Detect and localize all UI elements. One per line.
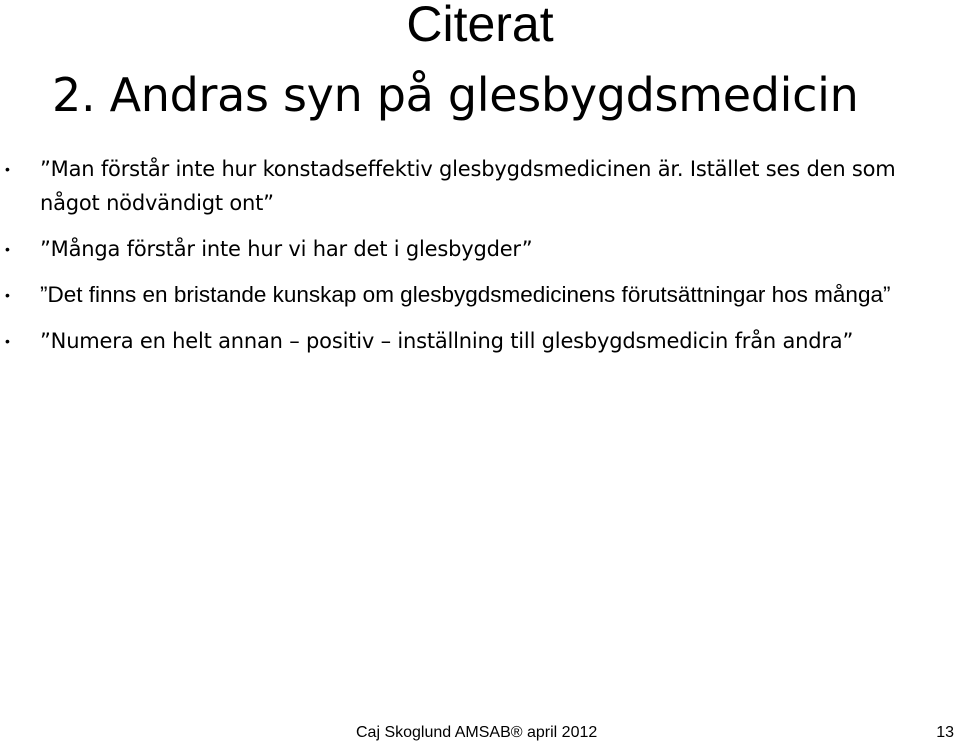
bullet-list — [0, 152, 960, 358]
bullet-icon: • — [5, 161, 10, 177]
footer-author: Caj Skoglund AMSAB® april 2012 — [356, 724, 598, 741]
bullet-text: ”Det finns en bristande kunskap om glesbygdsmedicinens förutsättningar hos många” — [40, 282, 891, 307]
bullet-item — [0, 152, 960, 220]
bullet-icon: • — [5, 287, 10, 303]
page-number: 13 — [936, 724, 954, 741]
bullet-icon: • — [5, 241, 10, 257]
slide-subtitle: 2. Andras syn på glesbygdsmedicin — [52, 68, 859, 122]
bullet-item — [0, 324, 960, 358]
bullet-item — [0, 232, 960, 266]
bullet-icon: • — [5, 333, 10, 349]
bullet-text: ”Numera en helt annan – positiv – inställning till glesbygdsmedicin från andra” — [40, 329, 854, 353]
bullet-text: ”Man förstår inte hur konstadseffektiv glesbygdsmedicinen är. Istället ses den som något nödvändigt ont” — [40, 157, 896, 215]
slide-title: Citerat — [406, 0, 554, 52]
bullet-text: ”Många förstår inte hur vi har det i glesbygder” — [40, 237, 533, 261]
bullet-item — [0, 278, 960, 312]
